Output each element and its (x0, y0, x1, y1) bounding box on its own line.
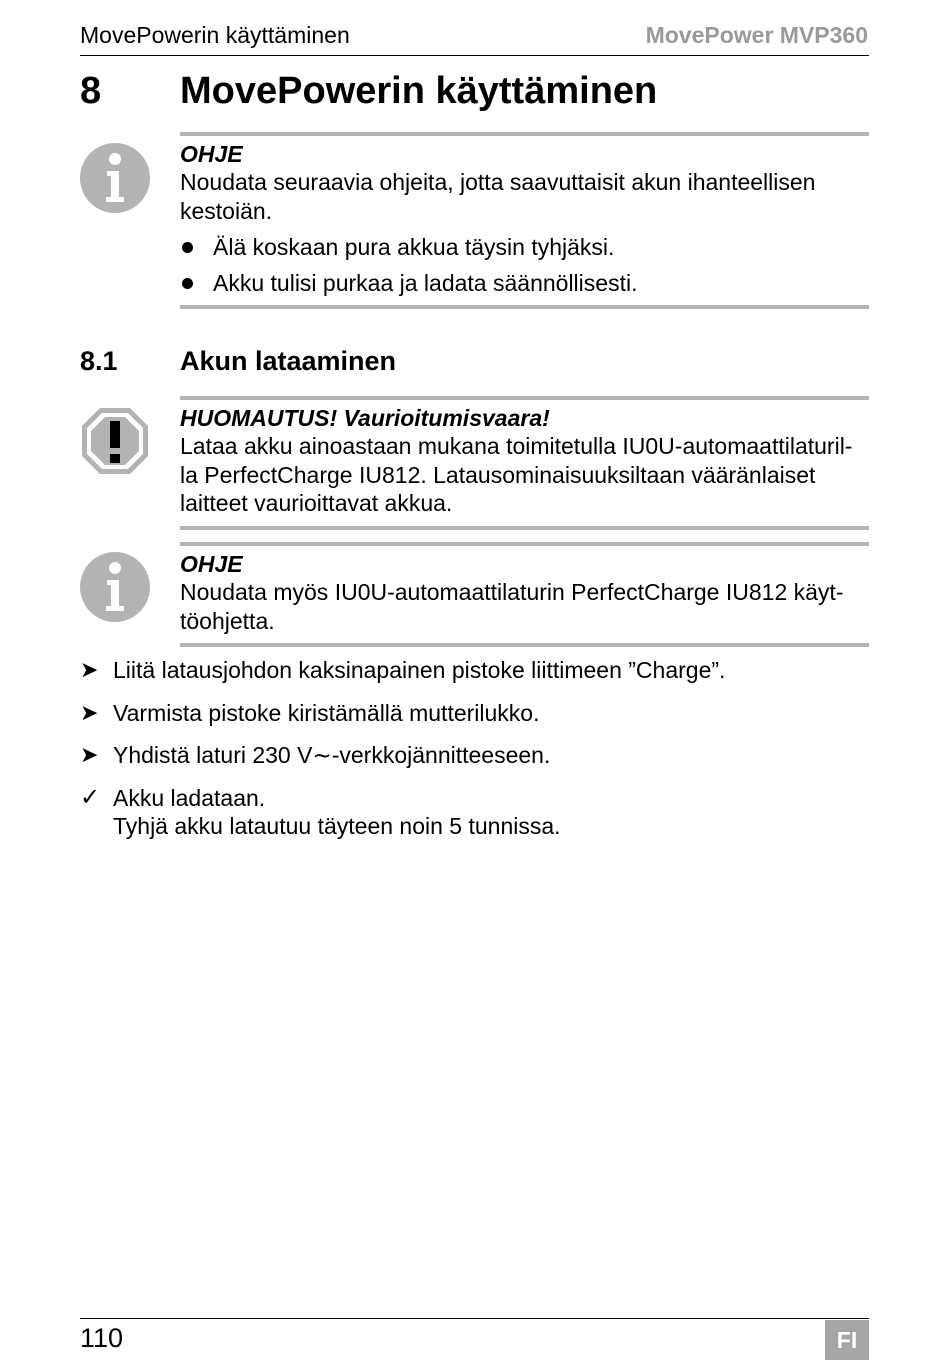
warning-text-line: Lataa akku ainoastaan mukana toimitetulla IU0U-automaattilaturil- (180, 433, 853, 459)
step-item (80, 699, 870, 728)
step-text: Liitä latausjohdon kaksinapainen pistoke liittimeen ”Charge”. (113, 657, 726, 683)
info-icon (80, 143, 150, 213)
note-heading: OHJE (180, 141, 243, 167)
warning-heading: HUOMAUTUS! Vaurioitumisvaara! (180, 405, 550, 431)
check-icon: ✓ (80, 783, 101, 811)
step-item (80, 656, 870, 685)
running-header-product: MovePower MVP360 (645, 22, 868, 48)
language-badge: FI (825, 1320, 869, 1360)
step-text: Yhdistä laturi 230 V (113, 742, 313, 768)
arrow-icon: ➤ (80, 699, 99, 725)
warning-text-line: laitteet vaurioittavat akkua. (180, 490, 453, 516)
step-text: -verkkojännitteeseen. (331, 742, 551, 768)
warning-icon (80, 406, 150, 476)
section-number: 8.1 (80, 346, 118, 376)
note-top-rule (180, 542, 869, 546)
note-text-line: Noudata myös IU0U-automaattilaturin PerfectCharge IU812 käyt- (180, 579, 844, 605)
footer-divider (80, 1318, 869, 1319)
note-bottom-rule (180, 526, 869, 530)
note-box-manual (180, 542, 869, 647)
note-top-rule (180, 396, 869, 400)
step-text: Varmista pistoke kiristämällä mutterilukko. (113, 699, 540, 726)
note-bottom-rule (180, 643, 869, 647)
section-title: Akun lataaminen (180, 346, 397, 376)
chapter-title: MovePowerin käyttäminen (180, 70, 658, 112)
note-top-rule (180, 132, 869, 136)
chapter-number: 8 (80, 70, 102, 112)
note-heading: OHJE (180, 551, 243, 577)
warning-text-line: la PerfectCharge IU812. Latausominaisuuksiltaan vääränlaiset (180, 461, 816, 488)
result-text: Tyhjä akku latautuu täyteen noin 5 tunnissa. (113, 813, 561, 839)
arrow-icon: ➤ (80, 742, 99, 767)
arrow-icon: ➤ (80, 657, 99, 682)
warning-box (180, 396, 869, 530)
note-bullet-list (180, 233, 869, 297)
step-item (80, 741, 870, 770)
note-bottom-rule (180, 305, 869, 309)
instruction-steps (80, 656, 870, 855)
list-item: Älä koskaan pura akkua täysin tyhjäksi. (180, 233, 869, 261)
page-number: 110 (80, 1323, 124, 1353)
result-text: Akku ladataan. (113, 784, 266, 811)
note-text: Noudata seuraavia ohjeita, jotta saavuttaisit akun ihanteellisen kestoiän. (180, 169, 816, 224)
header-divider (80, 55, 869, 56)
ac-symbol: ∼ (312, 742, 332, 768)
note-box-care (180, 132, 869, 309)
info-icon (80, 552, 150, 622)
bullet-dot-icon (182, 278, 193, 289)
list-item: Akku tulisi purkaa ja ladata säännöllisesti. (180, 269, 869, 297)
bullet-dot-icon (182, 242, 193, 253)
note-text-line: töohjetta. (180, 607, 275, 634)
result-item (80, 784, 870, 841)
running-header-title: MovePowerin käyttäminen (80, 22, 350, 48)
